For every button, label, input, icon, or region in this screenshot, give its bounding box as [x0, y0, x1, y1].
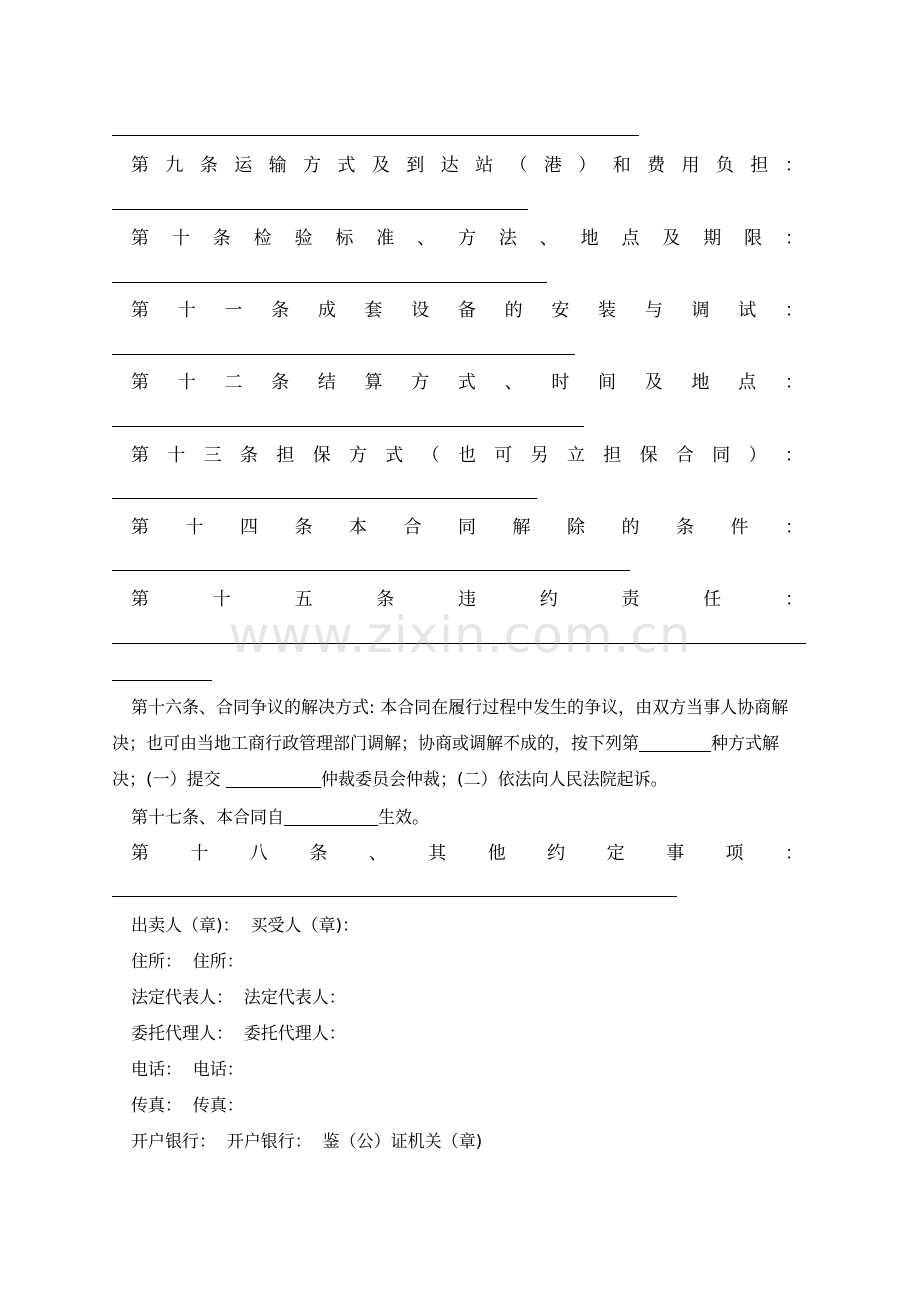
- signature-line-seller-buyer: 出卖人（章)： 买受人（章)：: [131, 916, 360, 936]
- clause-char: 合: [403, 517, 422, 538]
- fill-line: [112, 426, 584, 427]
- clause-char: 标: [335, 228, 354, 249]
- clause-char: 准: [376, 228, 395, 249]
- clause-char: 八: [249, 843, 268, 864]
- clause-16-text-1: 第十六条、合同争议的解决方式: 本合同在履行过程中发生的争议，由双方当事人协商解决；也可由当地工商行政管理部门调解；协商或调解不成的，按下列第: [112, 698, 789, 754]
- clause-char: 算: [364, 372, 383, 393]
- clause-char: 保: [312, 445, 331, 466]
- clause-char: 条: [676, 517, 694, 538]
- clause-char: ：: [784, 445, 803, 466]
- clause-char: 地: [580, 228, 599, 249]
- fill-line: [112, 896, 677, 897]
- clause-char: 违: [458, 589, 476, 610]
- clause-char: ）: [748, 445, 767, 466]
- blank-effective-date[interactable]: [284, 807, 378, 826]
- clause-char: 也: [457, 445, 476, 466]
- clause-char: 十: [177, 300, 196, 321]
- clause-char: 三: [203, 445, 222, 466]
- clause-char: 装: [598, 300, 617, 321]
- clause-char: 费: [647, 155, 666, 176]
- clause-char: 约: [547, 843, 566, 864]
- clause-char: ：: [784, 300, 803, 321]
- clause-char: 方: [411, 372, 430, 393]
- clause-char: 同: [712, 445, 731, 466]
- clause-char: 方: [303, 155, 322, 176]
- fill-line: [112, 354, 575, 355]
- clause-16-text-3: 仲裁委员会仲裁；(二）依法向人民法院起诉。: [321, 770, 668, 790]
- clause-char: 条: [294, 517, 313, 538]
- clause-char: 另: [530, 445, 549, 466]
- clause-char: 他: [487, 843, 506, 864]
- clause-char: 第: [131, 372, 149, 393]
- clause-char: 事: [666, 843, 685, 864]
- clause-char: 可: [494, 445, 513, 466]
- clause-10: [131, 227, 803, 251]
- clause-char: 安: [551, 300, 570, 321]
- signature-line-fax: 传真： 传真：: [131, 1096, 244, 1116]
- clause-char: 同: [458, 517, 476, 538]
- clause-char: 十: [177, 372, 196, 393]
- clause-17-text-1: 第十七条、本合同自: [131, 808, 284, 828]
- clause-char: 设: [411, 300, 430, 321]
- blank-method-number[interactable]: [639, 733, 711, 752]
- clause-char: 时: [551, 372, 570, 393]
- clause-char: 条: [309, 843, 328, 864]
- clause-char: 十: [167, 445, 186, 466]
- clause-char: 第: [131, 155, 149, 176]
- clause-char: （: [509, 155, 528, 176]
- clause-char: 担: [276, 445, 295, 466]
- clause-char: 条: [271, 372, 290, 393]
- clause-char: 担: [603, 445, 622, 466]
- clause-char: ：: [785, 589, 803, 610]
- clause-char: 站: [475, 155, 494, 176]
- clause-char: 点: [621, 228, 640, 249]
- clause-11: [131, 299, 803, 323]
- clause-char: 除: [567, 517, 585, 538]
- fill-line: [112, 570, 630, 571]
- clause-char: 运: [234, 155, 253, 176]
- clause-char: 条: [212, 228, 231, 249]
- clause-char: 的: [504, 300, 523, 321]
- clause-char: （: [421, 445, 440, 466]
- watermark: www.zixin.com.cn: [228, 606, 692, 664]
- clause-16: [112, 690, 809, 798]
- clause-char: ：: [784, 372, 803, 393]
- clause-char: 点: [738, 372, 757, 393]
- clause-char: 责: [621, 589, 640, 610]
- signature-line-legal-rep: 法定代表人： 法定代表人：: [131, 988, 346, 1008]
- clause-char: 九: [165, 155, 184, 176]
- clause-char: 方: [458, 228, 476, 249]
- clause-14: [131, 516, 803, 540]
- clause-char: 备: [457, 300, 476, 321]
- fill-line: [112, 135, 639, 136]
- clause-char: 第: [131, 843, 149, 864]
- clause-char: 用: [681, 155, 700, 176]
- signature-line-phone: 电话： 电话：: [131, 1060, 244, 1080]
- clause-char: 、: [504, 372, 523, 393]
- clause-char: 第: [131, 300, 149, 321]
- clause-char: 、: [368, 843, 387, 864]
- fill-line: [112, 209, 528, 210]
- clause-char: 的: [621, 517, 640, 538]
- clause-char: 式: [337, 155, 356, 176]
- clause-char: 十: [212, 589, 231, 610]
- clause-char: 、: [417, 228, 436, 249]
- blank-arbitration-committee[interactable]: [226, 769, 321, 788]
- clause-char: ：: [785, 228, 803, 249]
- clause-char: 第: [131, 589, 149, 610]
- clause-char: 式: [457, 372, 476, 393]
- clause-char: ：: [785, 517, 803, 538]
- clause-char: 方: [348, 445, 367, 466]
- clause-char: 第: [131, 228, 149, 249]
- clause-char: 式: [385, 445, 404, 466]
- clause-char: 十: [190, 843, 209, 864]
- clause-12: [131, 371, 803, 395]
- clause-char: 港: [543, 155, 562, 176]
- fill-line: [112, 498, 537, 499]
- clause-char: 第: [131, 445, 149, 466]
- clause-char: 定: [606, 843, 625, 864]
- clause-char: 及: [644, 372, 663, 393]
- clause-char: 成: [317, 300, 336, 321]
- clause-char: ：: [784, 843, 803, 864]
- clause-char: 条: [239, 445, 258, 466]
- clause-17: [131, 806, 429, 830]
- clause-char: 第: [131, 517, 149, 538]
- clause-18: [131, 842, 803, 866]
- clause-char: 和: [612, 155, 631, 176]
- clause-char: 限: [744, 228, 763, 249]
- clause-char: 期: [703, 228, 722, 249]
- clause-char: 达: [440, 155, 459, 176]
- clause-char: 项: [725, 843, 744, 864]
- clause-char: 地: [691, 372, 710, 393]
- clause-17-text-2: 生效。: [378, 808, 429, 828]
- clause-char: 法: [498, 228, 517, 249]
- clause-char: 解: [512, 517, 531, 538]
- clause-char: 一: [224, 300, 243, 321]
- clause-char: 十: [185, 517, 204, 538]
- clause-char: 验: [294, 228, 313, 249]
- clause-16-text-2: 种方式解决；(一）提交: [112, 734, 779, 790]
- clause-char: 立: [566, 445, 585, 466]
- clause-char: 合: [675, 445, 694, 466]
- clause-char: 间: [598, 372, 617, 393]
- clause-char: 件: [730, 517, 749, 538]
- signature-line-agent: 委托代理人： 委托代理人：: [131, 1024, 346, 1044]
- clause-char: ）: [578, 155, 597, 176]
- clause-char: 套: [364, 300, 383, 321]
- clause-char: 其: [428, 843, 447, 864]
- clause-char: 条: [271, 300, 290, 321]
- clause-char: 及: [371, 155, 390, 176]
- clause-char: 结: [317, 372, 336, 393]
- clause-char: ：: [784, 155, 803, 176]
- clause-char: 二: [224, 372, 243, 393]
- clause-char: 到: [406, 155, 425, 176]
- clause-13: [131, 444, 803, 468]
- clause-char: 与: [644, 300, 663, 321]
- clause-char: 五: [294, 589, 313, 610]
- clause-9: [131, 154, 803, 178]
- fill-line: [112, 680, 212, 681]
- clause-char: 调: [691, 300, 710, 321]
- clause-char: 及: [662, 228, 681, 249]
- clause-char: 试: [738, 300, 757, 321]
- clause-char: 、: [539, 228, 558, 249]
- fill-line: [112, 282, 547, 283]
- clause-char: 本: [349, 517, 367, 538]
- clause-char: 输: [268, 155, 287, 176]
- clause-char: 保: [639, 445, 658, 466]
- clause-char: 十: [171, 228, 190, 249]
- clause-char: 条: [199, 155, 218, 176]
- clause-char: 条: [376, 589, 395, 610]
- clause-char: 检: [253, 228, 272, 249]
- signature-line-address: 住所： 住所：: [131, 952, 244, 972]
- signature-line-bank: 开户银行： 开户银行： 鉴（公）证机关（章): [131, 1132, 483, 1152]
- clause-char: 任: [703, 589, 722, 610]
- clause-char: 担: [750, 155, 769, 176]
- clause-char: 负: [715, 155, 734, 176]
- clause-char: 约: [539, 589, 558, 610]
- clause-char: 四: [240, 517, 258, 538]
